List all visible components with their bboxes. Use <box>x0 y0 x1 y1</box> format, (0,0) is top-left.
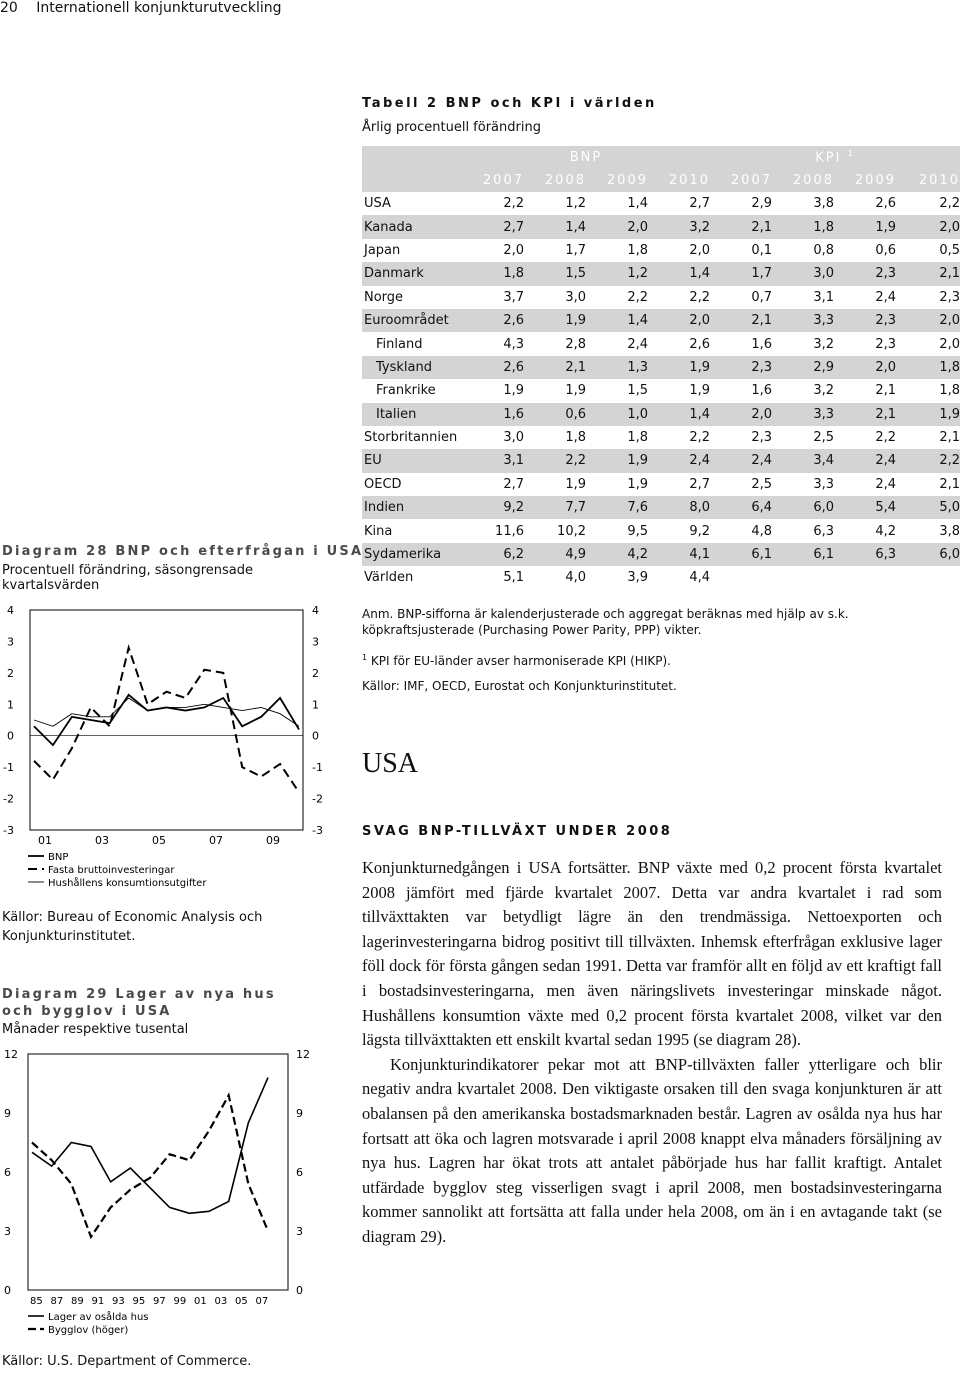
table-cell: 1,9 <box>648 356 710 379</box>
table-cell: 1,6 <box>751 336 772 352</box>
table-cell: 1,9 <box>565 476 586 492</box>
page-header <box>0 0 296 16</box>
table-cell: 2,4 <box>875 476 896 492</box>
row-label: Indien <box>362 496 462 519</box>
row-label: Sydamerika <box>362 543 462 566</box>
table-cell: 1,9 <box>689 383 710 399</box>
table-row <box>362 192 960 215</box>
table-cell: 9,2 <box>462 496 524 519</box>
table-cell: 1,9 <box>565 383 586 399</box>
table-cell: 2,7 <box>462 215 524 238</box>
table-row <box>362 309 960 332</box>
table-cell: 4,0 <box>565 570 586 586</box>
table-cell: 1,7 <box>565 242 586 258</box>
paragraph-2: Konjunkturindikatorer pekar mot att BNP-tillväxten faller ytterligare och blir negativ andra kvartalet 2008. Den viktigaste orsaken till den svaga konjunkturen är att obalansen på den amerikanska bostadsmarknaden består. Lagren av osålda nya hus har fortsatt att öka och lagren motsvarade i april 2008 knappt elva månaders försäljning av nya hus. Lagren har ökat trots att antalet påbörjade hus har fallit kraftigt. Antalet utfärdade bygglov steg visserligen svagt i april 2008, men bostadsinvesteringarna kommer sannolikt att fortsätta att falla under hela 2008, om än i en avtagande takt (se diagram 29). <box>362 1054 942 1246</box>
table-cell: 4,8 <box>751 523 772 539</box>
table-cell: 1,8 <box>627 430 648 446</box>
row-label: Japan <box>364 242 401 258</box>
table-row <box>362 239 960 262</box>
row-label: Norge <box>364 289 404 305</box>
table-cell: 5,1 <box>503 570 524 586</box>
diagram28-source: Källor: Bureau of Economic Analysis och Konjunkturinstitutet. <box>2 910 263 944</box>
table-cell: 6,0 <box>772 496 834 519</box>
table-cell: 1,8 <box>462 262 524 285</box>
table-cell: 1,9 <box>627 476 648 492</box>
series-line-2 <box>34 698 299 726</box>
table-cell: 1,9 <box>524 309 586 332</box>
table-cell: 1,3 <box>586 356 648 379</box>
running-title: Internationell konjunkturutveckling <box>36 0 282 16</box>
legend-label: Lager av osålda hus <box>48 1312 149 1323</box>
table-cell: 1,6 <box>462 403 524 426</box>
plot-frame <box>30 610 303 830</box>
table-cell: 2,1 <box>524 356 586 379</box>
gdp-cpi-table <box>362 146 960 590</box>
table-cell: 1,4 <box>627 196 648 212</box>
y-tick-right: 3 <box>312 635 319 649</box>
paragraph-1: Konjunkturnedgången i USA fortsätter. BNP växte med 0,2 procent första kvartalet 2008 jämfört med fjärde kvartalet 2007. Detta var andra kvartalet i rad som tillväxttakten var betydligt lägre än den trendmässiga. Nettoexporten och lagerinvesteringarna bidrog positivt till tillväxten. Inhemsk efterfrågan exklusive lager föll dock för första gången sedan 1991. Detta var framför allt en följd av ett kraftigt fall i bostadsinvesteringarna, men även näringslivets investeringar minskade något. Hushållens konsumtion växte med 0,2 procent första kvartalet 2008, vilket var den lägsta tillväxttakten ett enskilt kvartal sedan 1995 (se diagram 28). <box>362 858 942 1050</box>
year-header: 2008 <box>772 169 834 192</box>
y-tick-right: 0 <box>296 1284 303 1297</box>
table-row <box>362 262 960 285</box>
table-cell: 4,9 <box>524 543 586 566</box>
row-label: Euroområdet <box>362 309 462 332</box>
table-cell: 8,0 <box>648 496 710 519</box>
table-cell: 3,3 <box>772 403 834 426</box>
table-cell: 3,1 <box>813 289 834 305</box>
table-cell: 2,3 <box>710 356 772 379</box>
table-cell: 4,2 <box>586 543 648 566</box>
y-tick-left: 3 <box>7 635 14 649</box>
row-label: Världen <box>364 570 414 586</box>
table-cell: 2,0 <box>896 215 960 238</box>
table-cell: 0,1 <box>751 242 772 258</box>
legend-label: Fasta bruttoinvesteringar <box>48 865 175 876</box>
table-cell: 2,5 <box>751 476 772 492</box>
row-label: Tyskland <box>362 356 462 379</box>
y-tick-left: 12 <box>4 1048 18 1061</box>
table-cell: 0,6 <box>875 242 896 258</box>
table-cell: 3,3 <box>813 476 834 492</box>
section-subheading: SVAG BNP-TILLVÄXT UNDER 2008 <box>362 824 673 839</box>
table-cell: 3,0 <box>503 430 524 446</box>
y-tick-right: 12 <box>296 1048 310 1061</box>
table-note: Anm. BNP-sifforna är kalenderjusterade och aggregat beräknas med hjälp av s.k. köpkraftsjusterade (Purchasing Power Parity, PPP) vikter. <box>362 607 849 637</box>
table-source: Källor: IMF, OECD, Eurostat och Konjunkturinstitutet. <box>362 679 677 693</box>
row-label: Italien <box>362 403 462 426</box>
table-cell: 3,0 <box>772 262 834 285</box>
table-cell: 4,1 <box>648 543 710 566</box>
table-cell: 2,2 <box>524 449 586 472</box>
table-cell: 3,4 <box>772 449 834 472</box>
table-cell: 1,7 <box>710 262 772 285</box>
table-cell <box>834 566 896 589</box>
x-tick: 07 <box>209 834 223 847</box>
section-title: USA <box>362 748 419 779</box>
y-tick-left: -2 <box>3 792 14 806</box>
table-cell: 5,4 <box>834 496 896 519</box>
table-cell: 2,6 <box>875 196 896 212</box>
y-tick-right: 9 <box>296 1107 303 1120</box>
y-tick-left: 4 <box>7 604 14 617</box>
table-cell: 2,2 <box>939 196 960 212</box>
x-tick: 01 <box>194 1296 207 1307</box>
table-cell: 1,9 <box>834 215 896 238</box>
x-tick: 01 <box>38 834 52 847</box>
table-cell: 6,3 <box>834 543 896 566</box>
table-cell: 2,4 <box>834 449 896 472</box>
table-cell: 3,7 <box>503 289 524 305</box>
table-cell: 2,1 <box>939 430 960 446</box>
table-cell: 3,9 <box>627 570 648 586</box>
year-header: 2010 <box>648 169 710 192</box>
y-tick-right: 0 <box>312 729 319 743</box>
table-cell: 11,6 <box>495 523 524 539</box>
table-cell: 2,6 <box>462 356 524 379</box>
row-label: Kina <box>364 523 393 539</box>
x-tick: 09 <box>266 834 280 847</box>
table-cell: 2,8 <box>565 336 586 352</box>
table-cell: 2,4 <box>875 289 896 305</box>
y-tick-left: 9 <box>4 1107 11 1120</box>
y-tick-right: 2 <box>312 666 319 680</box>
table-cell: 2,5 <box>813 430 834 446</box>
x-tick: 05 <box>152 834 166 847</box>
row-label: Danmark <box>362 262 462 285</box>
table-cell: 9,5 <box>627 523 648 539</box>
table-cell: 0,8 <box>813 242 834 258</box>
y-tick-left: 2 <box>7 666 14 680</box>
table-cell: 1,2 <box>565 196 586 212</box>
table-cell: 2,0 <box>689 242 710 258</box>
year-header: 2007 <box>710 169 772 192</box>
table-cell: 1,8 <box>939 383 960 399</box>
table-cell: 7,7 <box>524 496 586 519</box>
table-cell: 0,7 <box>751 289 772 305</box>
y-tick-left: 0 <box>7 729 14 743</box>
row-label: Kanada <box>362 215 462 238</box>
table-cell: 1,4 <box>648 403 710 426</box>
table-cell: 6,4 <box>710 496 772 519</box>
diagram28-subtitle: Procentuell förändring, säsongrensade kvartalsvärden <box>2 563 253 593</box>
x-tick: 95 <box>132 1296 146 1307</box>
x-tick: 99 <box>173 1296 187 1307</box>
table-cell: 4,3 <box>503 336 524 352</box>
table-cell: 2,1 <box>834 403 896 426</box>
x-tick: 85 <box>30 1296 43 1307</box>
table-cell: 1,9 <box>586 449 648 472</box>
y-tick-right: 1 <box>312 698 319 712</box>
diagram28-title: Diagram 28 BNP och efterfrågan i USA <box>2 544 364 559</box>
table-cell: 2,3 <box>834 262 896 285</box>
table-cell: 6,1 <box>710 543 772 566</box>
legend-label: Hushållens konsumtionsutgifter <box>48 878 207 889</box>
table-subtitle: Årlig procentuell förändring <box>362 120 541 135</box>
diagram28-chart <box>0 598 340 898</box>
table-cell: 6,3 <box>813 523 834 539</box>
y-tick-left: 3 <box>4 1225 11 1238</box>
table-cell: 2,0 <box>896 309 960 332</box>
table-group-header <box>362 146 960 169</box>
year-header: 2010 <box>896 169 960 192</box>
table-cell: 1,4 <box>586 309 648 332</box>
table-row <box>362 356 960 379</box>
table-cell: 9,2 <box>689 523 710 539</box>
table-cell: 3,8 <box>939 523 960 539</box>
table-cell: 3,2 <box>813 383 834 399</box>
table-cell: 2,2 <box>689 430 710 446</box>
table-cell: 1,5 <box>627 383 648 399</box>
y-tick-right: 4 <box>312 604 319 617</box>
table-cell: 1,4 <box>524 215 586 238</box>
year-header: 2007 <box>462 169 524 192</box>
x-tick: 89 <box>71 1296 84 1307</box>
row-label: Storbritannien <box>364 430 458 446</box>
table-cell: 2,7 <box>503 476 524 492</box>
table-cell: 6,0 <box>896 543 960 566</box>
year-header: 2009 <box>586 169 648 192</box>
table-cell: 1,9 <box>503 383 524 399</box>
table-cell: 4,4 <box>689 570 710 586</box>
table-cell: 1,8 <box>772 215 834 238</box>
table-cell: 2,4 <box>710 449 772 472</box>
table-cell: 2,1 <box>710 215 772 238</box>
table-cell: 2,0 <box>710 403 772 426</box>
row-label: Frankrike <box>376 383 436 399</box>
row-label: EU <box>362 449 462 472</box>
table-cell: 2,7 <box>689 196 710 212</box>
table-cell: 1,9 <box>896 403 960 426</box>
group-kpi: KPI $^1$ <box>710 146 960 169</box>
x-tick: 05 <box>235 1296 248 1307</box>
table-cell: 6,2 <box>462 543 524 566</box>
legend-label: Bygglov (höger) <box>48 1325 129 1336</box>
table-cell: 3,3 <box>772 309 834 332</box>
table-cell: 3,1 <box>462 449 524 472</box>
series-line-0 <box>32 1078 268 1214</box>
table-cell: 0,6 <box>524 403 586 426</box>
table-cell: 2,1 <box>710 309 772 332</box>
table-cell: 2,2 <box>503 196 524 212</box>
y-tick-right: 3 <box>296 1225 303 1238</box>
x-tick: 93 <box>112 1296 125 1307</box>
table-cell: 1,8 <box>627 242 648 258</box>
y-tick-left: -1 <box>3 761 14 775</box>
table-cell: 2,0 <box>586 215 648 238</box>
table-cell: 2,2 <box>875 430 896 446</box>
x-tick: 03 <box>95 834 109 847</box>
table-cell: 4,2 <box>875 523 896 539</box>
y-tick-left: 6 <box>4 1166 11 1179</box>
diagram29-source: Källor: U.S. Department of Commerce. <box>2 1354 252 1369</box>
table-row <box>362 543 960 566</box>
table-row <box>362 519 960 542</box>
x-tick: 87 <box>50 1296 64 1307</box>
table-row <box>362 426 960 449</box>
diagram29-chart <box>0 1040 340 1350</box>
series-line-1 <box>34 648 299 793</box>
y-tick-left: 1 <box>7 698 14 712</box>
table-row <box>362 473 960 496</box>
table-cell: 2,9 <box>751 196 772 212</box>
table-cell: 1,6 <box>751 383 772 399</box>
plot-frame <box>28 1054 288 1290</box>
y-tick-left: -3 <box>3 824 14 837</box>
table-cell: 2,1 <box>875 383 896 399</box>
x-tick: 03 <box>214 1296 228 1307</box>
row-label: Finland <box>376 336 423 352</box>
year-header: 2009 <box>834 169 896 192</box>
table-cell: 1,5 <box>524 262 586 285</box>
table-row <box>362 496 960 519</box>
group-bnp: BNP <box>462 146 710 169</box>
table-row <box>362 379 960 402</box>
table-cell: 2,0 <box>834 356 896 379</box>
table-cell: 2,2 <box>627 289 648 305</box>
body-text <box>362 856 942 1250</box>
y-tick-right: -3 <box>312 824 323 837</box>
table-row <box>362 215 960 238</box>
row-label: OECD <box>364 476 402 492</box>
table-cell: 3,0 <box>565 289 586 305</box>
table-row <box>362 332 960 355</box>
table-cell: 2,0 <box>648 309 710 332</box>
table-cell: 1,2 <box>586 262 648 285</box>
table-cell: 2,1 <box>939 476 960 492</box>
x-tick: 91 <box>91 1296 105 1307</box>
x-tick: 07 <box>255 1296 269 1307</box>
y-tick-right: -2 <box>312 792 323 806</box>
row-label: USA <box>364 196 391 212</box>
series-line-1 <box>32 1095 268 1237</box>
table-cell: 1,4 <box>648 262 710 285</box>
series-line-0 <box>34 695 299 745</box>
table-row <box>362 449 960 472</box>
table-cell: 2,6 <box>689 336 710 352</box>
legend-label: BNP <box>48 852 69 863</box>
table-cell: 2,2 <box>896 449 960 472</box>
table-cell: 5,0 <box>896 496 960 519</box>
table-cell: 1,8 <box>896 356 960 379</box>
table-cell: 2,9 <box>772 356 834 379</box>
table-cell: 0,5 <box>939 242 960 258</box>
diagram29-title: Diagram 29 Lager av nya hus och bygglov i USA <box>2 987 276 1019</box>
y-tick-right: -1 <box>312 761 323 775</box>
table-cell: 3,2 <box>813 336 834 352</box>
table-row <box>362 286 960 309</box>
table-cell: 2,3 <box>834 309 896 332</box>
table-cell: 2,4 <box>648 449 710 472</box>
table-footnote: $^1$ KPI för EU-länder avser harmoniserade KPI (HIKP). <box>362 653 671 668</box>
year-header: 2008 <box>524 169 586 192</box>
table-cell: 7,6 <box>586 496 648 519</box>
table-cell <box>896 566 960 589</box>
table-cell: 2,3 <box>939 289 960 305</box>
table-cell: 2,0 <box>503 242 524 258</box>
diagram29-subtitle: Månader respektive tusental <box>2 1022 189 1037</box>
table-cell: 10,2 <box>557 523 586 539</box>
table-title: Tabell 2 BNP och KPI i världen <box>362 96 657 111</box>
table-year-header <box>362 169 960 192</box>
table-row <box>362 566 960 589</box>
table-cell: 1,8 <box>565 430 586 446</box>
y-tick-left: 0 <box>4 1284 11 1297</box>
table-cell: 2,0 <box>939 336 960 352</box>
table-cell: 2,3 <box>875 336 896 352</box>
table-cell: 6,1 <box>772 543 834 566</box>
table-cell: 2,1 <box>896 262 960 285</box>
table-cell: 2,3 <box>751 430 772 446</box>
table-cell: 2,6 <box>462 309 524 332</box>
table-cell <box>710 566 772 589</box>
table-cell: 2,4 <box>627 336 648 352</box>
table-cell <box>772 566 834 589</box>
table-cell: 2,2 <box>689 289 710 305</box>
x-tick: 97 <box>153 1296 166 1307</box>
y-tick-right: 6 <box>296 1166 303 1179</box>
table-cell: 3,8 <box>813 196 834 212</box>
table-row <box>362 403 960 426</box>
page-number: 20 <box>0 0 18 16</box>
table-cell: 3,2 <box>648 215 710 238</box>
table-cell: 1,0 <box>586 403 648 426</box>
table-cell: 2,7 <box>689 476 710 492</box>
